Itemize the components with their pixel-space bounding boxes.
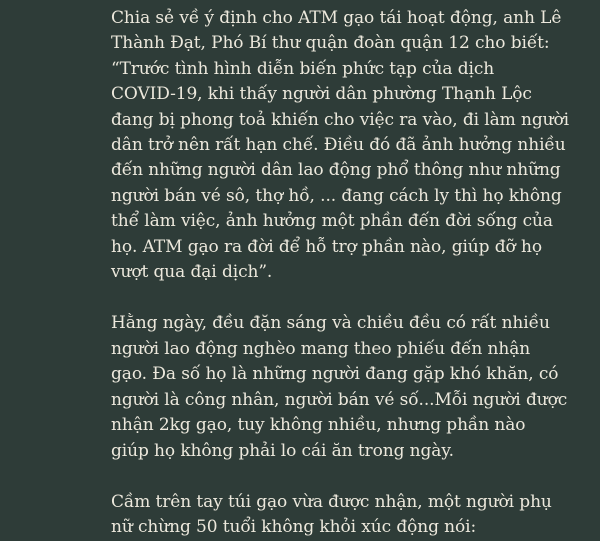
text-line: Hằng ngày, đều đặn sáng và chiều đều có rất nhiều — [111, 313, 550, 334]
text-line: dân trở nên rất hạn chế. Điều đó đã ảnh hưởng nhiều — [111, 135, 566, 156]
text-line: giúp họ không phải lo cái ăn trong ngày. — [111, 440, 454, 461]
text-line: thể làm việc, ảnh hưởng một phần đến đời sống của — [111, 211, 553, 232]
text-line: Thành Đạt, Phó Bí thư quận đoàn quận 12 cho biết: — [111, 33, 550, 54]
paragraph-daily-distribution — [111, 311, 600, 463]
text-line: nữ chừng 50 tuổi không khỏi xúc động nói: — [111, 517, 477, 538]
text-line: nhận 2kg gạo, tuy không nhiều, nhưng phần nào — [111, 415, 526, 436]
text-line: gạo. Đa số họ là những người đang gặp khó khăn, có — [111, 364, 559, 385]
text-line: COVID-19, khi thấy người dân phường Thạnh Lộc — [111, 84, 532, 105]
text-line: người lao động nghèo mang theo phiếu đến nhận — [111, 338, 531, 359]
text-line: họ. ATM gạo ra đời để hỗ trợ phần nào, giúp đỡ họ — [111, 236, 542, 257]
text-line: Chia sẻ về ý định cho ATM gạo tái hoạt động, anh Lê — [111, 8, 562, 28]
text-line: người là công nhân, người bán vé số...Mỗi người được — [111, 389, 568, 410]
text-line: “Trước tình hình diễn biến phức tạp của dịch — [111, 58, 495, 79]
paragraph-atm-quote — [111, 6, 600, 285]
text-line: Cầm trên tay túi gạo vừa được nhận, một người phụ — [111, 491, 552, 512]
text-line: người bán vé sô, thợ hồ, ... đang cách ly thì họ không — [111, 185, 562, 206]
text-line: vượt qua đại dịch”. — [111, 262, 273, 283]
text-line: đến những người dân lao động phổ thông như những — [111, 160, 561, 181]
text-line: đang bị phong toả khiến cho việc ra vào, đi làm người — [111, 109, 569, 130]
